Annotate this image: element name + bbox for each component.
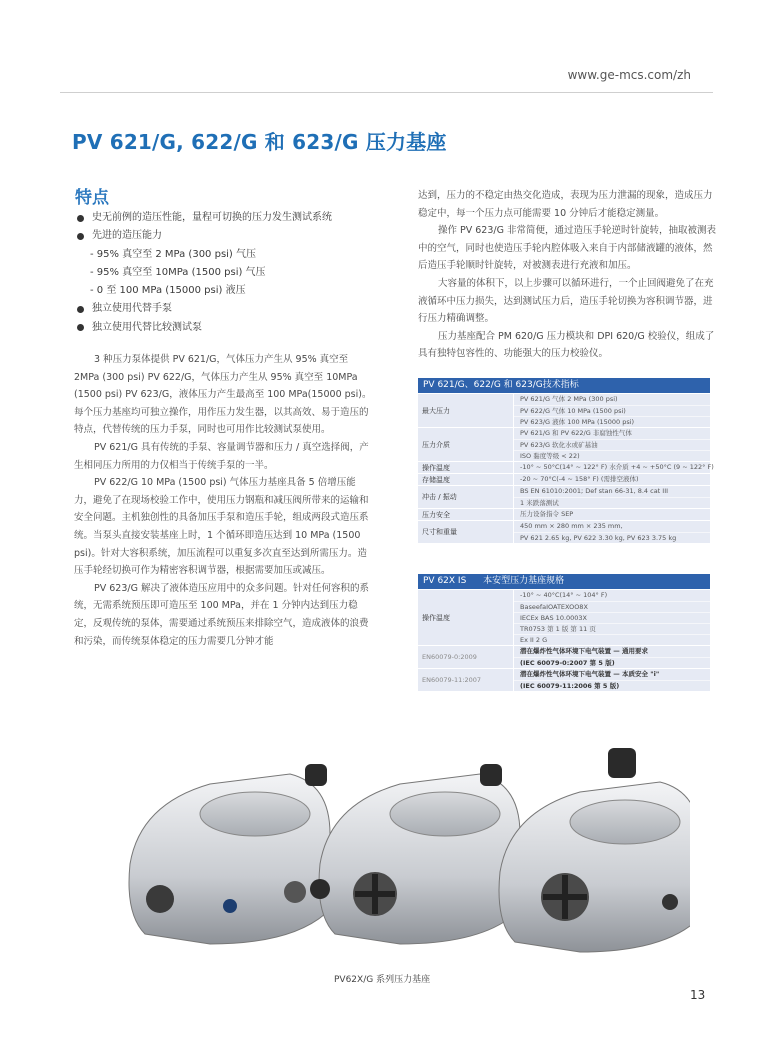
feature-item <box>75 209 395 227</box>
spec-value-line: 压力设备指令 SEP <box>520 510 574 518</box>
page-number: 13 <box>690 988 706 1002</box>
is-table-prefix: PV 62X IS <box>423 576 467 586</box>
paragraph: 操作 PV 623/G 非常简便，通过造压手轮逆时针旋转，抽取被测表中的空气，同时也使造压手轮内腔体吸入来自于内部储液罐的液体，然后造压手轮顺时针旋转，对被测表进行充液和加压。 <box>418 225 716 272</box>
spec-value-line: PV 623/G 软化水或矿基油 <box>514 439 710 450</box>
feature-text: 独立使用代替手泵 <box>92 303 172 315</box>
spec-label: 压力介质 <box>418 428 514 461</box>
site-url[interactable]: www.ge-mcs.com/zh <box>567 68 691 82</box>
bullet-icon <box>77 233 84 240</box>
paragraph: PV 621/G 具有传统的手泵、容量调节器和压力 / 真空选择阀，产生相同压力所用的力仅相当于传统手泵的一半。 <box>74 441 369 471</box>
feature-sub-item: - 95% 真空至 2 MPa (300 psi) 气压 <box>90 248 257 260</box>
spec-label: 最大压力 <box>418 394 514 427</box>
paragraph: PV 622/G 10 MPa (1500 psi) 气体压力基座具备 5 倍增压能力，避免了在现场校验工作中，使用压力钢瓶和减压阀所带来的运输和安全问题。主机独创性的具备加压手泵和造压手轮，组成两段式造压系统。当泵头直接安装基座上时，1 个循环即造压达到 10 MPa (1500 psi)。针对大容积系统，加压流程可以重复多次直至达到所需压力。造压手轮经切换可作为精密容积调节器，根据需要加压或减压。 <box>74 477 369 577</box>
pressure-base-1 <box>129 764 330 944</box>
bullet-icon <box>77 215 84 222</box>
spec-values <box>514 462 714 473</box>
spec-value-line: PV 622/G 气体 10 MPa (1500 psi) <box>514 405 710 416</box>
spec-value-line: BS EN 61010:2001; Def stan 66-31, 8.4 cat III <box>520 487 669 495</box>
features-heading: 特点 <box>75 188 109 208</box>
spec-row <box>418 393 710 427</box>
feature-item <box>75 227 395 245</box>
spec-value-line: PV 623/G 液体 100 MPa (15000 psi) <box>514 416 710 427</box>
spec-value-line: TR0753 第 1 版 第 11 页 <box>514 623 710 634</box>
gauge-port-icon <box>146 885 174 913</box>
features-list <box>75 209 395 337</box>
spec-label: 尺寸和重量 <box>418 521 514 543</box>
feature-text: 史无前例的造压性能，量程可切换的压力发生测试系统 <box>92 212 332 223</box>
pressure-base-3 <box>499 748 690 952</box>
product-photo <box>90 744 690 959</box>
spec-value-line: 450 mm × 280 mm × 235 mm, <box>520 522 623 530</box>
spec-values <box>514 474 710 485</box>
knob-icon <box>305 764 327 786</box>
spec-label: 冲击 / 振动 <box>418 486 514 508</box>
spec-value-line: ISO 黏度等级 < 22) <box>514 450 710 461</box>
spec-value-line: -10° ~ 40°C(14° ~ 104° F) <box>520 591 608 599</box>
spec-row <box>418 645 710 668</box>
paragraph: 3 种压力泵体提供 PV 621/G，气体压力产生从 95% 真空至2MPa (300 psi) PV 622/G，气体压力产生从 95% 真空至 10MPa (1500 psi) PV 623/G，液体压力产生最高至 100 MPa(15000 psi)。每个压力基座均可独立操作，用作压力发生器，以其高效、易于造压的特点，代替传统的压力手泵，同时也可用作比较测试泵使用。 <box>74 354 372 436</box>
left-body-text <box>74 351 372 650</box>
spec-values <box>514 646 710 668</box>
feature-item <box>75 300 395 318</box>
spec-table <box>418 378 714 543</box>
spec-value-line: PV 621/G 和 PV 622/G 非腐蚀性气体 <box>520 429 632 437</box>
header-rule <box>60 92 713 93</box>
spec-values <box>514 509 710 520</box>
spec-value-line: (IEC 60079-11:2006 第 5 版) <box>514 680 710 691</box>
spec-value-line: 1 米跌落测试 <box>514 497 710 508</box>
spec-label: 操作温度 <box>418 590 514 645</box>
feature-sub-item: - 95% 真空至 10MPa (1500 psi) 气压 <box>90 266 266 278</box>
is-table-heading: 本安型压力基座规格 <box>483 576 565 586</box>
spec-values <box>514 521 710 543</box>
spec-row <box>418 520 710 543</box>
spec-values <box>514 486 710 508</box>
spec-label: EN60079-11:2007 <box>418 669 514 691</box>
paragraph: PV 623/G 解决了液体造压应用中的众多问题。针对任何容积的系统，无需系统预压即可造压至 100 MPa，并在 1 分钟内达到压力稳定，反观传统的泵体，需要通过系统预压来排除空气，造成液体的浪费和污染，而传统泵体稳定的压力需要几分钟才能 <box>74 582 369 647</box>
spec-row <box>418 668 710 691</box>
spec-value-line: Ex II 2 G <box>514 634 710 645</box>
paragraph: 大容量的体积下，以上步骤可以循环进行，一个止回阀避免了在充液循环中压力损失，达到测试压力后，造压手轮切换为容积调节器，进行压力精确调整。 <box>418 277 714 325</box>
spec-value-line: PV 621 2.65 kg, PV 622 3.30 kg, PV 623 3.75 kg <box>514 532 710 543</box>
spec-value-line: PV 621/G 气体 2 MPa (300 psi) <box>520 395 618 403</box>
knob-icon <box>480 764 502 786</box>
feature-item <box>75 319 395 337</box>
spec-table-title: PV 621/G、622/G 和 623/G技术指标 <box>418 378 710 393</box>
spec-value-line: -20 ~ 70°C(-4 ~ 158° F) (需排空液体) <box>520 475 639 483</box>
paragraph: 达到，压力的不稳定由热交化造成，表现为压力泄漏的现象，造成压力稳定中，每一个压力点可能需要 10 分钟后才能稳定测量。 <box>418 190 713 219</box>
spec-values <box>514 394 710 427</box>
spec-value-line: -10° ~ 50°C(14° ~ 122° F) 水介质 +4 ~ +50°C (9 ~ 122° F) <box>520 463 714 471</box>
spec-row <box>418 427 710 461</box>
spec-value-line: 潜在爆炸性气体环境下电气装置 — 本质安全 "i" <box>520 670 660 678</box>
bullet-icon <box>77 306 84 313</box>
page-title: PV 621/G, 622/G 和 623/G 压力基座 <box>72 130 447 154</box>
pressure-base-2 <box>310 764 520 944</box>
is-spec-table <box>418 574 710 691</box>
is-table-title <box>418 574 710 589</box>
spec-row <box>418 473 710 485</box>
photo-caption: PV62X/G 系列压力基座 <box>334 975 431 985</box>
spec-label: 存储温度 <box>418 474 514 485</box>
feature-text: 先进的造压能力 <box>92 230 162 242</box>
paragraph: 压力基座配合 PM 620/G 压力模块和 DPI 620/G 校验仪，组成了具有独特包容性的、功能强大的压力校验仪。 <box>418 330 715 360</box>
spec-values <box>514 428 710 461</box>
spec-label: EN60079-0:2009 <box>418 646 514 668</box>
spec-row <box>418 485 710 508</box>
bullet-icon <box>77 324 84 331</box>
right-body-text <box>418 187 720 363</box>
spec-values <box>514 669 710 691</box>
feature-text: 独立使用代替比较测试泵 <box>92 321 202 333</box>
spec-value-line: (IEC 60079-0:2007 第 5 版) <box>514 657 710 668</box>
spec-values <box>514 590 710 645</box>
spec-value-line: IECEx BAS 10.0003X <box>514 612 710 623</box>
spec-row <box>418 461 714 473</box>
knob-icon <box>608 748 636 778</box>
spec-row <box>418 508 710 520</box>
feature-sub-item: - 0 至 100 MPa (15000 psi) 液压 <box>90 285 246 297</box>
spec-label: 操作温度 <box>418 462 514 473</box>
spec-value-line: 潜在爆炸性气体环境下电气装置 — 通用要求 <box>520 647 649 655</box>
spec-value-line: BaseefaIOATEXOO8X <box>514 601 710 612</box>
spec-row <box>418 589 710 645</box>
spec-label: 压力安全 <box>418 509 514 520</box>
